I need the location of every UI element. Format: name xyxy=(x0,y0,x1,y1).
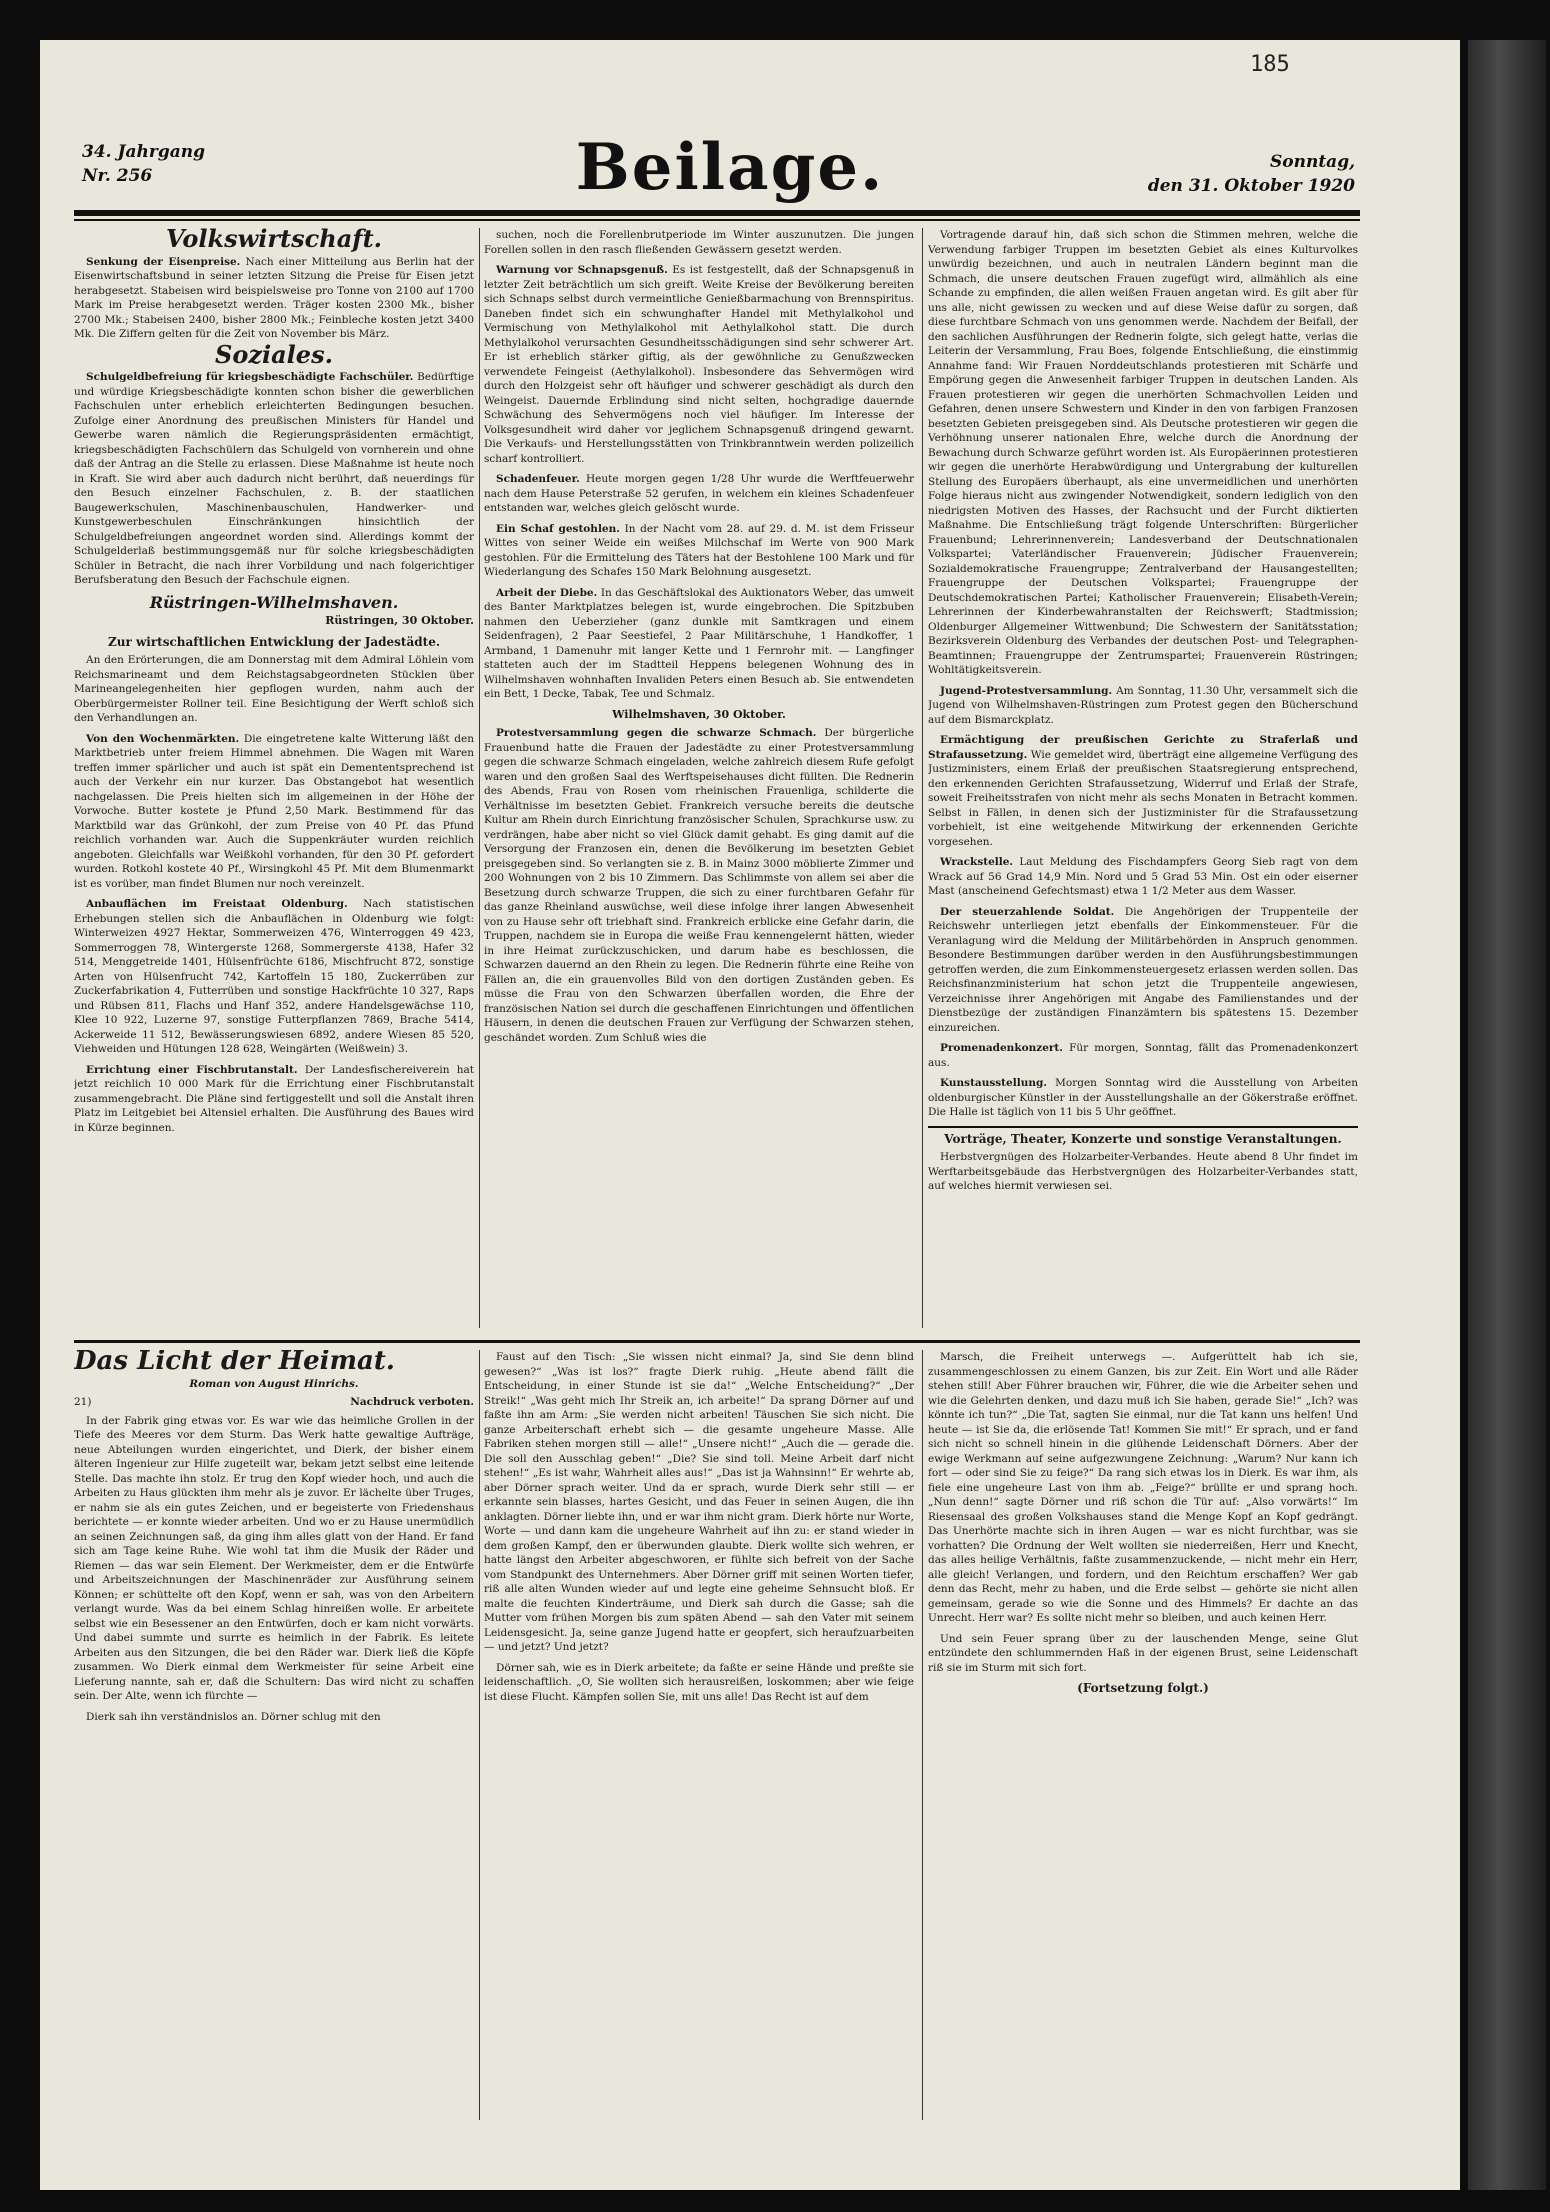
article-jadestaedte: An den Erörterungen, die am Donnerstag mit dem Admiral Löhlein vom Reichsmarineamt und dem Reichstagsabgeordneten Stücklen über Marineangelegenheiten hier gepflogen wurden, nahm auch der Oberbürgermeister Rollner teil. Eine Besichtigung der Werft schloß sich den Verhandlungen an. xyxy=(74,654,474,724)
article-text: Nach einer Mitteilung aus Berlin hat der Eisenwirtschaftsbund in seiner letzten Sitzung die Preise für Eisen jetzt herabgesetzt. Stabeisen wird beispielsweise pro Tonne von 2100 auf 1700 Mark im Preise herabgesetzt werden. Träger kosten 2300 Mk., bisher 2700 Mk.; Stabeisen 2400, bisher 2800 Mk.; Feinbleche kosten jetzt 3400 Mk. Die Ziffern gelten für die Zeit von November bis März. xyxy=(74,255,474,340)
serial-text: Und sein Feuer sprang über zu der lauschenden Menge, seine Glut entzündete den schlummernden Haß in der eigenen Brust, seine Leidenschaft riß sie im Sturm mit sich fort. xyxy=(928,1632,1358,1674)
article-lead: Schulgeldbefreiung für kriegsbeschädigte Fachschüler. xyxy=(86,371,414,383)
serial-byline: Roman von August Hinrichs. xyxy=(189,1377,359,1390)
article-gerichte xyxy=(928,733,1358,849)
subheading-veranstaltungen: Vorträge, Theater, Konzerte und sonstige Veranstaltungen. xyxy=(928,1126,1358,1147)
article-lead: Der steuerzahlende Soldat. xyxy=(940,905,1115,918)
serial-text: Dörner sah, wie es in Dierk arbeitete; da faßte er seine Hände und preßte sie leidenschaftlich. „O, Sie wollten sich herausreißen, loskommen; aber wie feige ist diese Flucht. Kämpfen sollen Sie, mit uns alle! Das Recht ist auf dem xyxy=(484,1661,914,1703)
volume-label: 34. Jahrgang xyxy=(82,142,206,162)
article-text: Die eingetretene kalte Witterung läßt den Marktbetrieb unter freiem Himmel abnehmen. Die Wagen mit Waren treffen immer spärlicher und auch ist spät ein Demententsprechend ist auch der Verkehr ein nur kurzer. Das Obstangebot hat wesentlich nachgelassen. Die Preis hielten sich im allgemeinen in der Höhe der Vorwoche. Butter kostete je Pfund 2,50 Mark. Bestimmend für das Marktbild war das Grünkohl, der zum Preise von 40 Pf. das Pfund reichlich vorhanden war. Auch die Suppenkräuter wurden reichlich angeboten. Gleichfalls war Weißkohl vorhanden, für den 30 Pf. gefordert wurden. Rotkohl kostete 40 Pf., Wirsingkohl 45 Pf. Mit dem Blumenmarkt ist es vorüber, man findet Blumen nur noch vereinzelt. xyxy=(74,732,474,890)
serial-column-3 xyxy=(928,1350,1358,2120)
article-forellen: suchen, noch die Forellenbrutperiode im Winter auszunutzen. Die jungen Forellen sollen in den rasch fließenden Gewässern gesetzt werden. xyxy=(484,229,914,256)
article-protest xyxy=(484,726,914,1045)
article-text: Für morgen, Sonntag, fällt das Promenadenkonzert aus. xyxy=(928,1042,1358,1069)
article-schaf xyxy=(484,522,914,580)
column-1 xyxy=(74,228,474,1328)
column-divider xyxy=(479,1350,480,2120)
serial-meta xyxy=(74,1395,474,1410)
column-divider xyxy=(922,228,923,1328)
section-divider xyxy=(74,1340,1360,1343)
masthead-title: Beilage. xyxy=(575,130,885,205)
article-lead: Protestversammlung gegen die schwarze Schmach. xyxy=(496,727,817,739)
dateline-wilhelmshaven: Wilhelmshaven, 30 Oktober. xyxy=(612,707,786,721)
article-anbauflaechen xyxy=(74,897,474,1057)
section-heading-soziales: Soziales. xyxy=(215,339,333,369)
subheading-jadestaedte: Zur wirtschaftlichen Entwicklung der Jadestädte. xyxy=(107,634,440,649)
masthead-right xyxy=(1130,150,1355,198)
article-eisenpreise xyxy=(74,255,474,342)
article-lead: Arbeit der Diebe. xyxy=(496,586,598,599)
masthead-rule xyxy=(74,210,1360,216)
article-diebe xyxy=(484,586,914,702)
serial-number: 21) xyxy=(74,1396,92,1408)
article-text: In das Geschäftslokal des Auktionators Weber, das umweit des Banter Marktplatzes belegen ist, wurde eingebrochen. Die Spitzbuben nahmen den Ueberzieher (ganz dunkle mit Samtkragen und einem Seidenfragen), 2 Paar Seestiefel, 2 Paar Militärschuhe, 1 Handkoffer, 1 Armband, 1 Damenuhr mit langer Kette und 1 Fernrohr mit. — Langfinger statteten auch der im Stadtteil Heppens belegenen Wohnung des in Wilhelmshaven wohnhaften Invaliden Peters einen Besuch ab. Sie entwendeten ein Bett, 1 Decke, Tabak, Tee und Schmalz. xyxy=(484,586,914,700)
article-lead: Anbauflächen im Freistaat Oldenburg. xyxy=(86,898,348,910)
article-wrack xyxy=(928,855,1358,899)
binding-spine xyxy=(1468,40,1546,2190)
day-label: Sonntag, xyxy=(1269,152,1355,172)
article-lead: Ein Schaf gestohlen. xyxy=(496,522,620,535)
article-protest-cont: Vortragende darauf hin, daß sich schon die Stimmen mehren, welche die Verwendung farbiger Truppen im besetzten Gebiet als eines Kulturvolkes unwürdig bezeichnen, und auch in neutralen Ländern beginnt man die Schmach, die unsere deutschen Frauen zugefügt wird, allmählich als eine Schande zu empfinden, die allen weißen Frauen angetan wird. Es gilt aber für uns alle, nicht gewissen zu wecken und auf diese Weise dafür zu sorgen, daß diese furchtbare Schmach von uns genommen werde. Nachdem der Beifall, der den sachlichen Ausführungen der Rednerin folgte, sich gelegt hatte, verlas die Leiterin der Versammlung, Frau Boes, folgende Entschließung, die einstimmig Annahme fand: Wir Frauen Norddeutschlands protestieren mit Schärfe und Empörung gegen die Anwesenheit farbiger Truppen in deutschen Landen. Als Frauen protestieren wir gegen die unerhörten Schmachvollen Leiden und Gefahren, denen unsere Schwestern und Kinder in den von farbigen Franzosen besetzten Gebieten preisgegeben sind. Als Deutsche protestieren wir gegen die Verhöhnung unserer nationalen Ehre, welche durch die Anordnung der Bewachung durch Schwarze geführt worden ist. Als Europäerinnen protestieren wir gegen die unerhörte Herabwürdigung und Untergrabung der kulturellen Stellung des Europäers überhaupt, als eine unvermeidlichen und unerhörten Folge hieraus nicht aus zwingender Notwendigkeit, sondern lediglich von den niedrigsten Motiven des Hasses, der Rachsucht und der Furcht diktierten Maßnahme. Die Entschließung trägt folgende Unterschriften: Bürgerlicher Frauenbund; Lehrerinnenverein; Landesverband der Deutschnationalen Volkspartei; Vaterländischer Frauenverein; Jüdischer Frauenverein; Sozialdemokratische Frauengruppe; Zentralverband der Hausangestellten; Frauengruppe der Deutschen Volkspartei; Frauengruppe der Deutschdemokratischen Partei; Katholischer Frauenverein; Elisabeth-Verein; Lehrerinnen der Kinderbewahranstalten der Reichswerft; Stadtmission; Oldenburger Allgemeiner Wittwenbund; Die Schwestern der Sanitätsstation; Bezirksverein Oldenburg des Verbandes der deutschen Post- und Telegraphen-Beamtinnen; Frauengruppe der Zentrumspartei; Frauenverein Rüstringen; Wohltätigkeitsverein. xyxy=(928,229,1358,676)
serial-text: In der Fabrik ging etwas vor. Es war wie das heimliche Grollen in der Tiefe des Meeres vor dem Sturm. Das Werk hatte gewaltige Aufträge, neue Abteilungen wurden eingerichtet, und Dierk, der bisher einem älteren Ingenieur zur Hilfe zugeteilt war, bekam jetzt selbst eine leitende Stelle. Das machte ihn stolz. Er trug den Kopf wieder hoch, und auch die Arbeiten zu Haus glückten ihm mehr als je zuvor. Er lächelte über Truges, er nahm sie als ein gutes Zeichen, und er begeisterte von Friedenshaus berichtete — er konnte wieder arbeiten. Und wo er zu Hause unermüdlich an seinen Zeichnungen saß, da ging ihm alles glatt von der Hand. Er fand sich am Tage keine Ruhe. Wie wohl tat ihm die Musik der Räder und Riemen — das war sein Element. Der Werkmeister, dem er die Entwürfe und Arbeitszeichnungen der Maschinenräder zur Ausführung seinem Können; er schüttelte oft den Kopf, wenn er sah, was von den Arbeitern verlangt wurde. Was da bei einem Schlag hinreißen wolle. Er arbeitete selbst wie ein Besessener an den Entwürfen, doch er kam nicht vorwärts. Und dabei summte und surrte es heimlich in der Fabrik. Es leitete Arbeiten aus den Sitzungen, die bei den Räder war. Dierk ließ die Köpfe zusammen. Wo Dierk einmal dem Werkmeister für seine Arbeit eine Lieferung nannte, sah er, daß die Schultern: Das wird nicht zu schaffen sein. Der Alte, wenn ich fürchte — xyxy=(74,1414,474,1702)
article-text: Es ist festgestellt, daß der Schnapsgenuß in letzter Zeit beträchtlich um sich greift. Weite Kreise der Bevölkerung bereiten sich Schnaps selbst durch vermeintliche Genießbarmachung von Brennspiritus. Daneben findet sich ein schwunghafter Handel mit Methylalkohol und Vermischung von Methylalkohol mit Aethylalkohol statt. Die durch Methylalkohol verursachten Gesundheitsschädigungen sind sehr schwerer Art. Er ist erheblich stärker giftig, als der gewöhnliche zu Genußzwecken verwendete Feingeist (Aethylalkohol). Insbesondere das Sehvermögen wird durch den Holzgeist sehr oft häufiger und schwerer geschädigt als durch den Weingeist. Dauernde Erblindung sind nicht selten, hochgradige dauernde Schwächung des Sehvermögens noch viel häufiger. Im Interesse der Volksgesundheit wird daher vor jeglichem Schnapsgenuß dringend gewarnt. Die Verkaufs- und Herstellungsstätten von Trinkbranntwein werden polizeilich scharf kontrolliert. xyxy=(484,264,914,465)
article-text: Der bürgerliche Frauenbund hatte die Frauen der Jadestädte zu einer Protestversammlung gegen die schwarze Schmach eingeladen, welche zahlreich diesem Rufe gefolgt waren und den großen Saal des Werftspeisehauses dicht füllten. Die Rednerin des Abends, Frau von Rosen vom rheinischen Frauenliga, schilderte die Verhältnisse im besetzten Gebiet. Frankreich versuche bereits die deutsche Kultur am Rhein durch Einrichtung französischer Schulen, Sprachkurse usw. zu verdrängen, habe aber nicht so viel Glück damit gehabt. Es ging damit auf die Versorgung der Franzosen ein, denen die Bevölkerung im besetzten Gebiet preisgegeben sind. So verlangten sie z. B. in Mainz 3000 möblierte Zimmer und 200 Wohnungen von 2 bis 10 Zimmern. Das Schlimmste von allem sei aber die Besetzung durch schwarze Truppen, die sich zu einer furchtbaren Gefahr für das ganze Rheinland auswüchse, weil diese infolge ihrer langen Abwesenheit von zu Hause sehr oft triebhaft sind. Frankreich erblicke eine Gefahr darin, die Truppen, nachdem sie in Europa die weiße Frau kennengelernt hätten, wieder in ihre Heimat zurückzuschicken, und darum habe es beschlossen, die Schwarzen dauernd an den Rhein zu legen. Die Rednerin führte eine Reihe von Fällen an, die ein grauenvolles Bild von den dortigen Zuständen geben. Es müsse die Frau von den Schwarzen überfallen worden, die Ehre der französischen Nation sei durch die geschaffenen Einrichtungen und öffentlichen Häusern, in denen die deutschen Frauen zur Verfügung der Schwarzen stehen, geschändet worden. Zum Schluß wies die xyxy=(484,727,914,1044)
article-text: Nach statistischen Erhebungen stellen sich die Anbauflächen in Oldenburg wie folgt: Winterweizen 4927 Hektar, Sommerweizen 476, Winterroggen 49 423, Sommerroggen 78, Wintergerste 1268, Sommergerste 4138, Hafer 32 514, Menggetreide 1401, Hülsenfrüchte 6186, Mischfrucht 872, sonstige Arten von Hülsenfrucht 742, Kartoffeln 15 180, Zuckerrüben zur Zuckerfabrikation 4, Futterrüben und sonstige Hackfrüchte 10 327, Raps und Rübsen 811, Flachs und Hanf 352, andere Handelsgewächse 110, Klee 10 922, Luzerne 97, sonstige Futterpflanzen 7869, Brache 5414, Ackerweide 11 512, Bewässerungswiesen 6892, andere Wiesen 85 520, Viehweiden und Hütungen 128 628, Weingärten (Weißwein) 3. xyxy=(74,898,474,1055)
article-lead: Schadenfeuer. xyxy=(496,473,580,485)
column-3 xyxy=(928,228,1358,1328)
section-heading-ruestringen: Rüstringen-Wilhelmshaven. xyxy=(149,592,399,612)
article-text: Wie gemeldet wird, überträgt eine allgemeine Verfügung des Justizministers, einem Erlaß der preußischen Staatsregierung entsprechend, den erkennenden Gerichten Strafaussetzung, Widerruf und Erlaß der Strafe, soweit Freiheitsstrafen von nicht mehr als sechs Monaten in Betracht kommen. Selbst in Fällen, in denen sich der Justizminister für die Strafaussetzung vorbehielt, ist eine weitgehende Mitwirkung der erkennenden Gerichte vorgesehen. xyxy=(928,748,1358,848)
serial-column-2 xyxy=(484,1350,914,2120)
column-divider xyxy=(479,228,480,1328)
article-fischbrut xyxy=(74,1063,474,1136)
article-schulgeld xyxy=(74,370,474,588)
article-lead: Ermächtigung der preußischen Gerichte zu Straferlaß und Strafaussetzung. xyxy=(928,734,1358,761)
page-number: 185 xyxy=(1250,52,1290,77)
article-soldat xyxy=(928,905,1358,1036)
masthead-left xyxy=(82,140,205,188)
issue-label: Nr. 256 xyxy=(82,166,153,186)
article-text: Laut Meldung des Fischdampfers Georg Sieb ragt von dem Wrack auf 56 Grad 14,9 Min. Nord und 5 Grad 53 Min. Ost ein oder eiserner Mast (anscheinend Gefechtsmast) etwa 1 1/2 Meter aus dem Wasser. xyxy=(928,856,1358,897)
article-kunst xyxy=(928,1076,1358,1120)
article-lead: Senkung der Eisenpreise. xyxy=(86,255,241,268)
masthead-rule-thin xyxy=(74,219,1360,221)
article-lead: Kunstausstellung. xyxy=(940,1077,1047,1089)
article-text: Bedürftige und würdige Kriegsbeschädigte konnten schon bisher die gewerblichen Fachschulen unter erheblich erleichterten Bedingungen besuchen. Zufolge einer Anordnung des preußischen Ministers für Handel und Gewerbe waren nämlich die Regierungspräsidenten ermächtigt, kriegsbeschädigten Fachschülern das Schulgeld von vornherein und ohne daß der Antrag an die Stelle zu erlassen. Diese Maßnahme ist heute noch in Kraft. Sie wird aber auch dadurch nicht berührt, daß neuerdings für den Besuch einzelner Fachschulen, z. B. der staatlichen Baugewerkschulen, Maschinenbauschulen, Handwerker- und Kunstgewerbeschulen Einschränkungen hinsichtlich der Schulgeldbefreiungen angeordnet worden sind. Allerdings kommt der Schulgelderlaß bestimmungsgemäß nur für solche kriegsbeschädigten Schüler in Betracht, die nach ihrer Vorbildung und nach folgerichtiger Berufsberatung den Besuch der Fachschule eignen. xyxy=(74,371,474,586)
article-lead: Jugend-Protestversammlung. xyxy=(940,684,1113,697)
article-lead: Warnung vor Schnapsgenuß. xyxy=(496,264,668,276)
serial-continued: (Fortsetzung folgt.) xyxy=(1077,1681,1209,1695)
article-text: In der Nacht vom 28. auf 29. d. M. ist dem Frisseur Wittes von seiner Weide ein weißes Milchschaf im Werte von 900 Mark gestohlen. Für die Ermittelung des Täters hat der Bestohlene 100 Mark und für Wiederlangung des Schafes 150 Mark Belohnung ausgesetzt. xyxy=(484,522,914,578)
serial-text: Dierk sah ihn verständnislos an. Dörner schlug mit den xyxy=(86,1710,381,1723)
dateline-ruestringen: Rüstringen, 30 Oktober. xyxy=(325,614,474,627)
article-schnaps xyxy=(484,263,914,466)
serial-rights: Nachdruck verboten. xyxy=(350,1396,474,1408)
column-2 xyxy=(484,228,914,1328)
article-schadenfeuer xyxy=(484,472,914,516)
article-text: Heute morgen gegen 1/28 Uhr wurde die Werftfeuerwehr nach dem Hause Peterstraße 52 gerufen, in welchem ein kleines Schadenfeuer entstanden war, welches gleich gelöscht wurde. xyxy=(484,473,914,514)
section-heading-volkswirtschaft: Volkswirtschaft. xyxy=(165,228,383,253)
article-text: Am Sonntag, 11.30 Uhr, versammelt sich die Jugend von Wilhelmshaven-Rüstringen zum Protest gegen den Bücherschund auf dem Bismarckplatz. xyxy=(928,684,1358,726)
serial-text: Faust auf den Tisch: „Sie wissen nicht einmal? Ja, sind Sie denn blind gewesen?“ „Was ist los?“ fragte Dierk ruhig. „Heute abend fällt die Entscheidung, in einer Stunde ist sie da!“ „Welche Entscheidung?“ „Der Streik!“ „Was geht mich Ihr Streik an, ich arbeite!“ Da sprang Dörner auf und faßte ihn am Arm: „Sie werden nicht arbeiten! Täuschen Sie sich nicht. Die ganze Arbeiterschaft erhebt sich — die gesamte ungeheure Masse. Alle Fabriken stehen morgen still — alle!“ „Unsere nicht!“ „Auch die — gerade die. Die soll den Ausschlag geben!“ „Die? Sie sind toll. Meine Arbeit darf nicht stehen!“ „Es ist wahr, Wahrheit alles aus!“ „Das ist ja Wahnsinn!“ Er wehrte ab, aber Dörner sprach weiter. Und da er sprach, wurde Dierk sehr still — er erkannte sein blasses, hartes Gesicht, und das Feuer in seinen Augen, die ihn anklagten. Dörner liebte ihn, und er war ihm nicht gram. Dierk hörte nur Worte, Worte — und dann kam die ungeheure Wahrheit auf ihn zu: er stand wieder in dem großen Kampf, den er überwunden glaubte. Dierk wollte sich wehren, er hatte längst den Arbeiter abgeschworen, er fühlte sich befreit von der Sache vom Standpunkt des Unternehmers. Aber Dörner griff mit seinen Worten tiefer, riß alle alten Wunden wieder auf und legte eine geheime Sehnsucht bloß. Er malte die feuchten Kinderträume, und Dierk sah durch die Gasse; sah die Mutter vom frühen Morgen bis zum späten Abend — sah den Vater mit seinem Leidensgesicht. Ja, seine ganze Jugend hatte er geopfert, sich heraufzuarbeiten — und jetzt? Und jetzt? xyxy=(484,1351,914,1653)
article-lead: Wrackstelle. xyxy=(940,856,1014,868)
article-lead: Errichtung einer Fischbrutanstalt. xyxy=(86,1063,298,1076)
article-text: Die Angehörigen der Truppenteile der Reichswehr unterliegen jetzt ebenfalls der Einkommensteuer. Für die Veranlagung wird die Meldung der Militärbehörden in Anspruch genommen. Besondere Bestimmungen darüber werden in den Ausführungsbestimmungen getroffen werden, die zum Einkommensteuergesetz erlassen werden sollen. Das Reichsfinanzministerium hat schon jetzt die Truppenteile angewiesen, Verzeichnisse ihrer Angehörigen mit Angabe des Familienstandes und der Dienstbezüge der zuständigen Finanzämtern bis spätestens 15. Dezember einzureichen. xyxy=(928,905,1358,1034)
column-divider xyxy=(922,1350,923,2120)
article-lead: Von den Wochenmärkten. xyxy=(86,732,240,745)
article-herbst: Herbstvergnügen des Holzarbeiter-Verbandes. Heute abend 8 Uhr findet im Werftarbeitsgebäude das Herbstvergnügen des Holzarbeiter-Verbandes statt, auf welches hiermit verwiesen sei. xyxy=(928,1151,1358,1192)
serial-column-1 xyxy=(74,1350,474,2120)
article-text: Morgen Sonntag wird die Ausstellung von Arbeiten oldenburgischer Künstler in der Ausstellungshalle an der Gökerstraße eröffnet. Die Halle ist täglich von 11 bis 5 Uhr geöffnet. xyxy=(928,1077,1358,1118)
article-lead: Promenadenkonzert. xyxy=(940,1042,1063,1054)
article-wochenmaerkte xyxy=(74,732,474,892)
article-text: Der Landesfischereiverein hat jetzt reichlich 10 000 Mark für die Errichtung einer Fischbrutanstalt zusammengebracht. Die Pläne sind fertiggestellt und soll die Anstalt ihren Platz im Leitgebiet bei Altensiel erhalten. Die Ausführung des Baues wird in Kürze beginnen. xyxy=(74,1063,474,1134)
article-jugend xyxy=(928,684,1358,728)
article-promenade xyxy=(928,1041,1358,1070)
serial-text: Marsch, die Freiheit unterwegs —. Aufgerüttelt hab ich sie, zusammengeschlossen zu einem Ganzen, bis zur Zeit. Ein Wort und alle Räder stehen still! Aber Führer brauchen wir, Führer, die wie die Arbeiter sehen und wie die Gelehrten denken, und dazu muß ich Sie haben, gerade Sie!“ „Ich? was könnte ich tun?“ „Die Tat, sagten Sie einmal, nur die Tat kann uns helfen! Und heute — ist Sie da, die erlösende Tat! Kommen Sie mit!“ Er sprach, und er fand sich nicht so schnell hinein in die glühende Leidenschaft Dörners. Aber der ewige Werkmann auf seine aufgezwungene Zeichnung: „Warum? Nur kann ich fort — oder sind Sie zu feige?“ Da rang sich etwas los in Dierk. Es war ihm, als fiele eine ungeheure Last von ihm ab. „Feige?“ brüllte er und sprang hoch. „Nun denn!“ sagte Dörner und riß schon die Tür auf: „Also vorwärts!“ Im Riesensaal des großen Volkshauses stand die Menge Kopf an Kopf gedrängt. Das Unerhörte machte sich in ihren Augen — war es nicht furchtbar, was sie vorhatten? Die Ordnung der Welt wollten sie niederreißen, Herr und Knecht, das alles heilige Verhältnis, faßte zusammenzuckende, — nicht mehr ein Herr, alle gleich! Verlangen, und fordern, und den Reichtum erschaffen? Wer gab denn das Recht, mehr zu haben, und die Erde selbst — gehörte sie nicht allen gemeinsam, gerade so wie die Sonne und des Himmels? Er dachte an das Unrecht. Herr war? Es sollte nicht mehr so bleiben, und auch keinen Herr. xyxy=(928,1351,1358,1624)
date-label: den 31. Oktober 1920 xyxy=(1147,176,1355,196)
serial-title: Das Licht der Heimat. xyxy=(74,1350,395,1376)
